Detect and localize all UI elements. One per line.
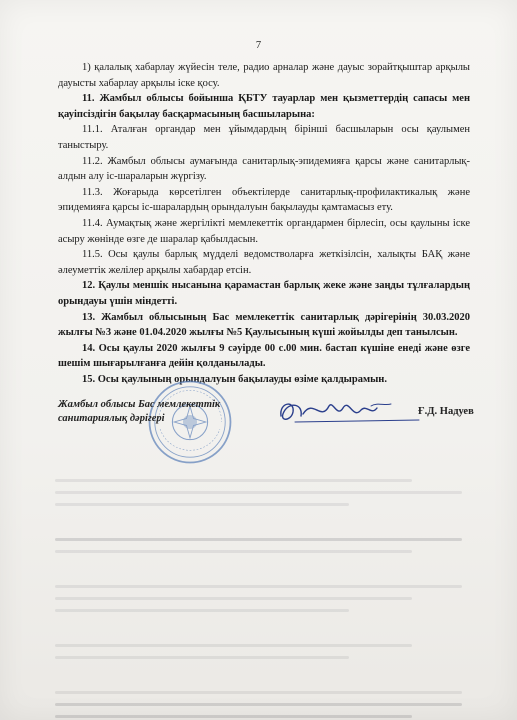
signature-block — [58, 398, 478, 458]
signatory-title — [58, 398, 220, 426]
signatory-title-line-2: санитариялық дәрігері — [58, 413, 165, 424]
paragraph-11-4: 11.4. Аумақтық және жергілікті мемлекеттік органдармен бірлесіп, осы қаулыны іске асыру жөнінде өзге де шаралар қабылдасын. — [58, 217, 470, 245]
paragraph-11: 11. Жамбыл облысы бойынша ҚБТУ тауарлар мен қызметтердің сапасы мен қауіпсіздігін бақылау басқармасының басшыларына: — [58, 93, 470, 120]
paragraph-12: 12. Қаулы меншік нысанына қарамастан барлық жеке және заңды тұлғалардың орындауы үшін міндетті. — [58, 280, 470, 307]
signatory-name: Ғ.Д. Надуев — [418, 406, 474, 417]
paragraph-11-1: 11.1. Аталған органдар мен ұйымдардың бірінші басшыларын осы қаулымен таныстыру. — [58, 124, 470, 151]
signatory-title-line-1: Жамбыл облысы Бас мемлекеттік — [58, 399, 221, 410]
paragraph-11-3: 11.3. Жоғарыда көрсетілген объектілерде санитарлық-профилактикалық және эпидемияға қарсы іс-шаралардың орындалуын бақылауды қамтамасыз ету. — [58, 186, 470, 214]
reverse-side-bleed-through — [55, 470, 475, 720]
paragraph-13: 13. Жамбыл облысының Бас мемлекеттік санитарлық дәрігерінің 30.03.2020 жылғы №3 және 01.04.2020 жылғы №5 Қаулысының күші жойылды деп танылсын. — [58, 311, 470, 339]
paragraph-11-2: 11.2. Жамбыл облысы аумағында санитарлық-эпидемияға қарсы және санитарлық-алдын алу іс-шараларын жүргізу. — [58, 155, 470, 183]
paragraph-11-5: 11.5. Осы қаулы барлық мүдделі ведомстволарға жеткізілсін, халықты БАҚ және әлеуметтік желілер арқылы хабардар етсін. — [58, 249, 470, 276]
paragraph-1-1: 1) қалалық хабарлау жүйесін теле, радио арналар және дауыс зорайтқыштар арқылы дауысты хабарлау арқылы іске қосу. — [58, 62, 470, 89]
paragraph-14: 14. Осы қаулы 2020 жылғы 9 сәуірде 00 с.00 мин. бастап күшіне енеді және өзге шешім шығарылғанға дейін қолданылады. — [58, 342, 470, 370]
handwritten-signature-icon — [273, 392, 423, 432]
page-number: 7 — [255, 40, 262, 51]
paragraph-15: 15. Осы қаулының орындалуын бақылауды өзіме қалдырамын. — [82, 373, 387, 385]
document-body — [58, 60, 470, 387]
